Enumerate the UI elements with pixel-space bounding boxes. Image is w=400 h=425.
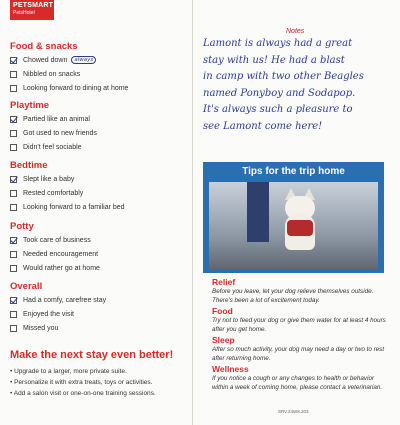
item-label: Nibbled on snacks (23, 70, 81, 78)
checkbox-icon[interactable] (10, 204, 17, 211)
owner-legs-shape (247, 182, 269, 242)
checkbox-checked-icon[interactable] (10, 116, 17, 123)
checkbox-icon[interactable] (10, 251, 17, 258)
checkbox-checked-icon[interactable] (10, 237, 17, 244)
tip-relief (212, 277, 387, 305)
checklist-item[interactable] (10, 126, 190, 140)
section-title: Playtime (10, 100, 50, 111)
note-line: Lamont is always had a great (203, 38, 353, 49)
tip-heading: Sleep (212, 335, 235, 345)
note-line: stay with us! He had a blast (203, 54, 345, 66)
checkbox-icon[interactable] (10, 311, 17, 318)
item-label: Needed encouragement (23, 250, 99, 258)
tip-sleep (212, 335, 387, 363)
handwritten-annotation: always (71, 56, 96, 64)
promo-item: • Upgrade to a larger, more private suite. (10, 366, 156, 377)
section-playtime (10, 100, 190, 154)
item-label: Took care of business (23, 236, 91, 244)
checklist-item[interactable] (10, 67, 190, 81)
tip-text: If you notice a cough or any changes to health or behavior within a week of coming home, please contact a veterinarian. (212, 375, 383, 391)
item-label: Partied like an animal (23, 115, 90, 123)
checklist-item[interactable] (10, 247, 190, 261)
tip-heading: Relief (212, 277, 236, 287)
dog-harness-shape (287, 220, 313, 236)
item-label: Got used to new friends (23, 129, 97, 137)
section-title: Food & snacks (10, 41, 78, 52)
item-label: Slept like a baby (23, 175, 75, 183)
checkbox-icon[interactable] (10, 265, 17, 272)
tip-text: Try not to feed your dog or give them water for at least 4 hours after you get home. (212, 317, 386, 333)
tip-heading: Wellness (212, 364, 249, 374)
brand-sub: PetsHotel (13, 10, 35, 16)
checkbox-checked-icon[interactable] (10, 176, 17, 183)
checkbox-checked-icon[interactable] (10, 297, 17, 304)
checkbox-icon[interactable] (10, 325, 17, 332)
checklist-item[interactable] (10, 307, 190, 321)
fold-line (192, 0, 193, 425)
item-label: Had a comfy, carefree stay (23, 296, 107, 304)
checkbox-icon[interactable] (10, 130, 17, 137)
section-title: Overall (10, 281, 43, 292)
checklist-item[interactable] (10, 112, 190, 126)
promo-title: Make the next stay even better! (10, 349, 174, 361)
section-potty (10, 221, 190, 275)
item-label: Would rather go at home (23, 264, 100, 272)
checklist-item[interactable] (10, 293, 190, 307)
tip-text: Before you leave, let your dog relieve themselves outside. There's been a lot of excitement today. (212, 288, 374, 304)
tips-banner (203, 162, 384, 273)
checkbox-icon[interactable] (10, 85, 17, 92)
note-line: It's always such a pleasure to (203, 104, 353, 115)
tip-wellness (212, 364, 387, 392)
checkbox-checked-icon[interactable] (10, 57, 17, 64)
checklist-item[interactable] (10, 321, 190, 335)
checklist-item[interactable] (10, 186, 190, 200)
checkbox-icon[interactable] (10, 190, 17, 197)
item-label: Rested comfortably (23, 189, 84, 197)
checklist-item[interactable] (10, 53, 190, 67)
checkbox-icon[interactable] (10, 144, 17, 151)
section-overall (10, 281, 190, 335)
item-label: Enjoyed the visit (23, 310, 74, 318)
dog-photo (209, 182, 378, 270)
section-title: Bedtime (10, 160, 48, 171)
promo-item: • Add a salon visit or one-on-one training sessions. (10, 388, 156, 399)
brand-logo (10, 0, 54, 20)
section-title: Potty (10, 221, 34, 232)
note-line: named Ponyboy and Sodapop. (203, 87, 356, 99)
tip-food (212, 306, 387, 334)
section-bedtime (10, 160, 190, 214)
note-line: in camp with two other Beagles (203, 71, 364, 82)
note-line: see Lamont come here! (203, 120, 323, 132)
item-label: Chowed down (23, 56, 68, 64)
promo-list (10, 366, 156, 399)
tips-title: Tips for the trip home (242, 166, 345, 177)
section-food (10, 41, 190, 95)
checklist-item[interactable] (10, 140, 190, 154)
item-label: Looking forward to a familiar bed (23, 203, 125, 211)
checklist-item[interactable] (10, 81, 190, 95)
item-label: Looking forward to dining at home (23, 84, 129, 92)
handwritten-notes (203, 36, 393, 135)
tip-text: After so much activity, your dog may need a day or two to rest after returning home. (212, 346, 385, 362)
checklist-item[interactable] (10, 261, 190, 275)
item-label: Missed you (23, 324, 59, 332)
tip-heading: Food (212, 306, 233, 316)
checkbox-icon[interactable] (10, 71, 17, 78)
checklist-item[interactable] (10, 200, 190, 214)
notes-label: Notes (286, 28, 305, 35)
checklist-item[interactable] (10, 172, 190, 186)
form-code: SRV.24W8.203 (278, 409, 309, 414)
brand-name: PETSMART (13, 2, 54, 9)
item-label: Didn't feel sociable (23, 143, 82, 151)
checklist-item[interactable] (10, 233, 190, 247)
promo-item: • Personalize it with extra treats, toys or activities. (10, 377, 156, 388)
